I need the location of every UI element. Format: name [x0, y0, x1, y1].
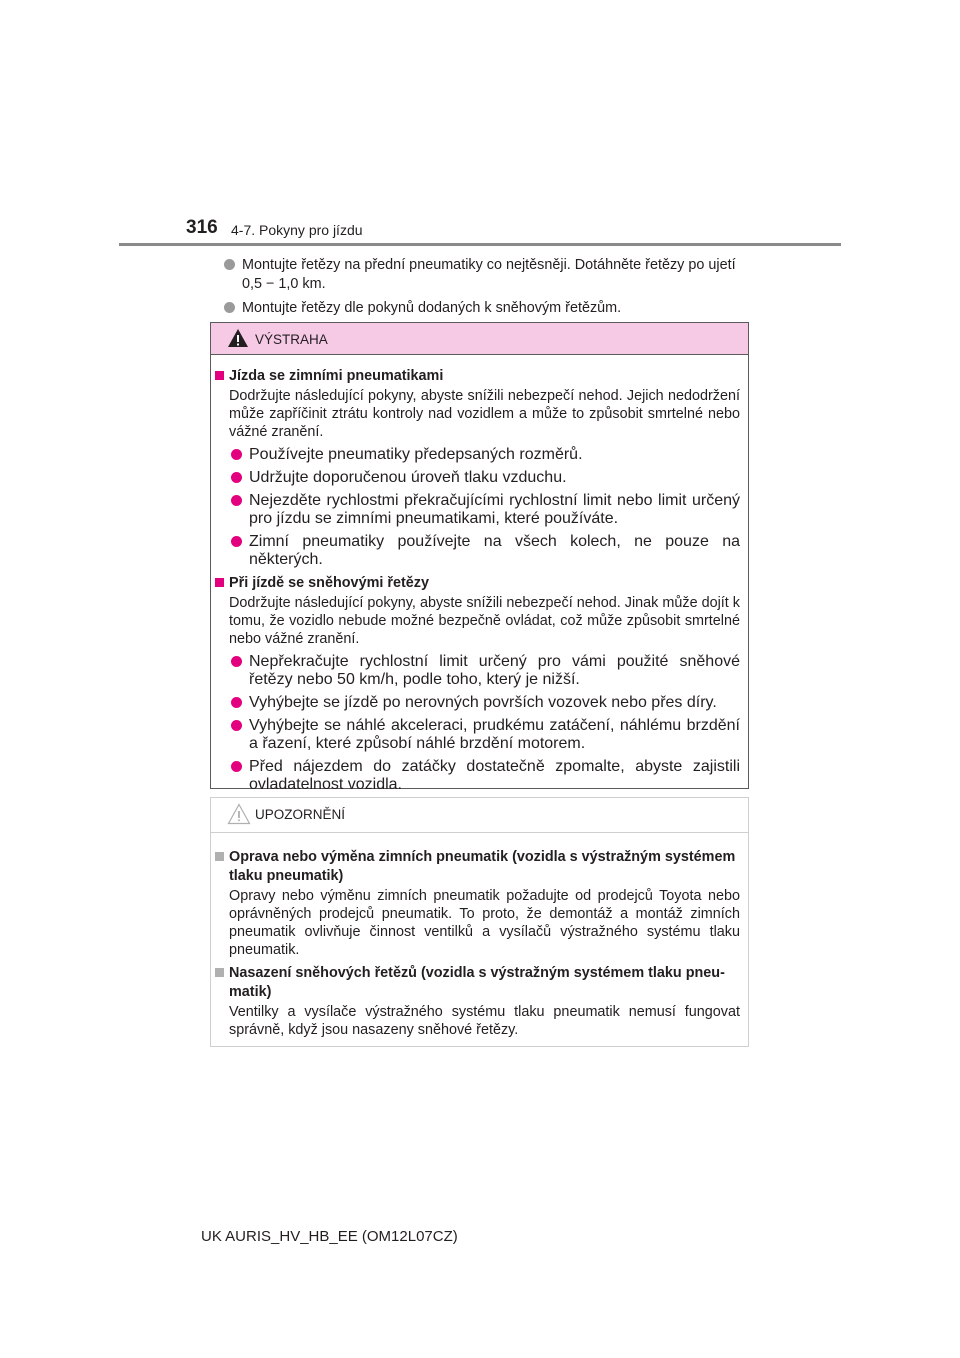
caution-section-text: Ventilky a vysílače výstražného systému tlaku pneumatik nemusí fungovat správně, když jsou nasazeny sněhové řetězy. — [229, 1004, 740, 1038]
warning-section-text: Dodržujte následující pokyny, abyste snížili nebezpečí nehod. Jejich nedodržení může zapříčinit ztrátu kontroly nad vozidlem a může to způsobit smrtelné nebo vážné zranění. — [229, 388, 740, 440]
warning-section-text: Dodržujte následující pokyny, abyste snížili nebezpečí nehod. Jinak může dojít k tomu, že vozidlo nebude možné bezpečně ovládat, což může způsobit smrtelné nebo vážné zranění. — [229, 595, 740, 647]
intro-bullet: Montujte řetězy dle pokynů dodaných k sněhovým řetězům. — [222, 299, 752, 318]
page-number: 316 — [186, 217, 218, 238]
caution-section-heading: Nasazení sněhových řetězů (vozidla s výstražným systémem tlaku pneumatik) — [213, 964, 740, 1002]
caution-box — [210, 797, 749, 1047]
warning-bullet: Udržujte doporučenou úroveň tlaku vzduchu. — [229, 469, 740, 487]
warning-bullet: Nepřekračujte rychlostní limit určený pro vámi použité sněhové řetězy nebo 50 km/h, podle toho, který je nižší. — [229, 653, 740, 689]
warning-bullet: Vyhýbejte se náhlé akceleraci, prudkému zatáčení, náhlému brzdění a řazení, které způsobí náhlé brzdění motorem. — [229, 717, 740, 753]
warning-body — [211, 355, 748, 794]
warning-box — [210, 322, 749, 793]
intro-bullet: Montujte řetězy na přední pneumatiky co nejtěsněji. Dotáhněte řetězy po ujetí 0,5 − 1,0 km. — [222, 256, 752, 294]
warning-bullet: Před nájezdem do zatáčky dostatečně zpomalte, abyste zajistili ovladatelnost vozidla. — [229, 758, 740, 794]
warning-section-heading: Jízda se zimními pneumatikami — [213, 367, 740, 386]
intro-bullet-list — [222, 256, 752, 323]
warning-bullet: Používejte pneumatiky předepsaných rozměrů. — [229, 446, 740, 464]
footer-model-code: UK AURIS_HV_HB_EE (OM12L07CZ) — [201, 1228, 458, 1245]
caution-section-text: Opravy nebo výměnu zimních pneumatik požadujte od prodejců Toyota nebo oprávněných prodejců pneumatik. To proto, že demontáž a montáž zimních pneumatik ovlivňuje činnost ventilků a vysílačů výstražného systému tlaku pneumatik. — [229, 888, 740, 958]
warning-header — [211, 323, 748, 355]
caution-triangle-icon — [227, 803, 251, 825]
caution-header — [211, 798, 748, 833]
header-rule — [119, 243, 841, 246]
warning-section-heading: Při jízdě se sněhovými řetězy — [213, 574, 740, 593]
warning-bullet: Vyhýbejte se jízdě po nerovných površích vozovek nebo přes díry. — [229, 694, 740, 712]
warning-triangle-icon — [227, 328, 249, 348]
caution-section-heading: Oprava nebo výměna zimních pneumatik (vozidla s výstražným systémem tlaku pneumatik) — [213, 848, 740, 886]
section-title: 4-7. Pokyny pro jízdu — [231, 222, 363, 238]
warning-bullet: Zimní pneumatiky používejte na všech kolech, ne pouze na některých. — [229, 533, 740, 569]
caution-title: UPOZORNĚNÍ — [255, 807, 346, 822]
warning-bullet: Nejezděte rychlostmi překračujícími rychlostní limit nebo limit určený pro jízdu se zimními pneumatikami, které používáte. — [229, 492, 740, 528]
warning-title: VÝSTRAHA — [255, 332, 328, 347]
caution-body — [211, 833, 748, 1039]
